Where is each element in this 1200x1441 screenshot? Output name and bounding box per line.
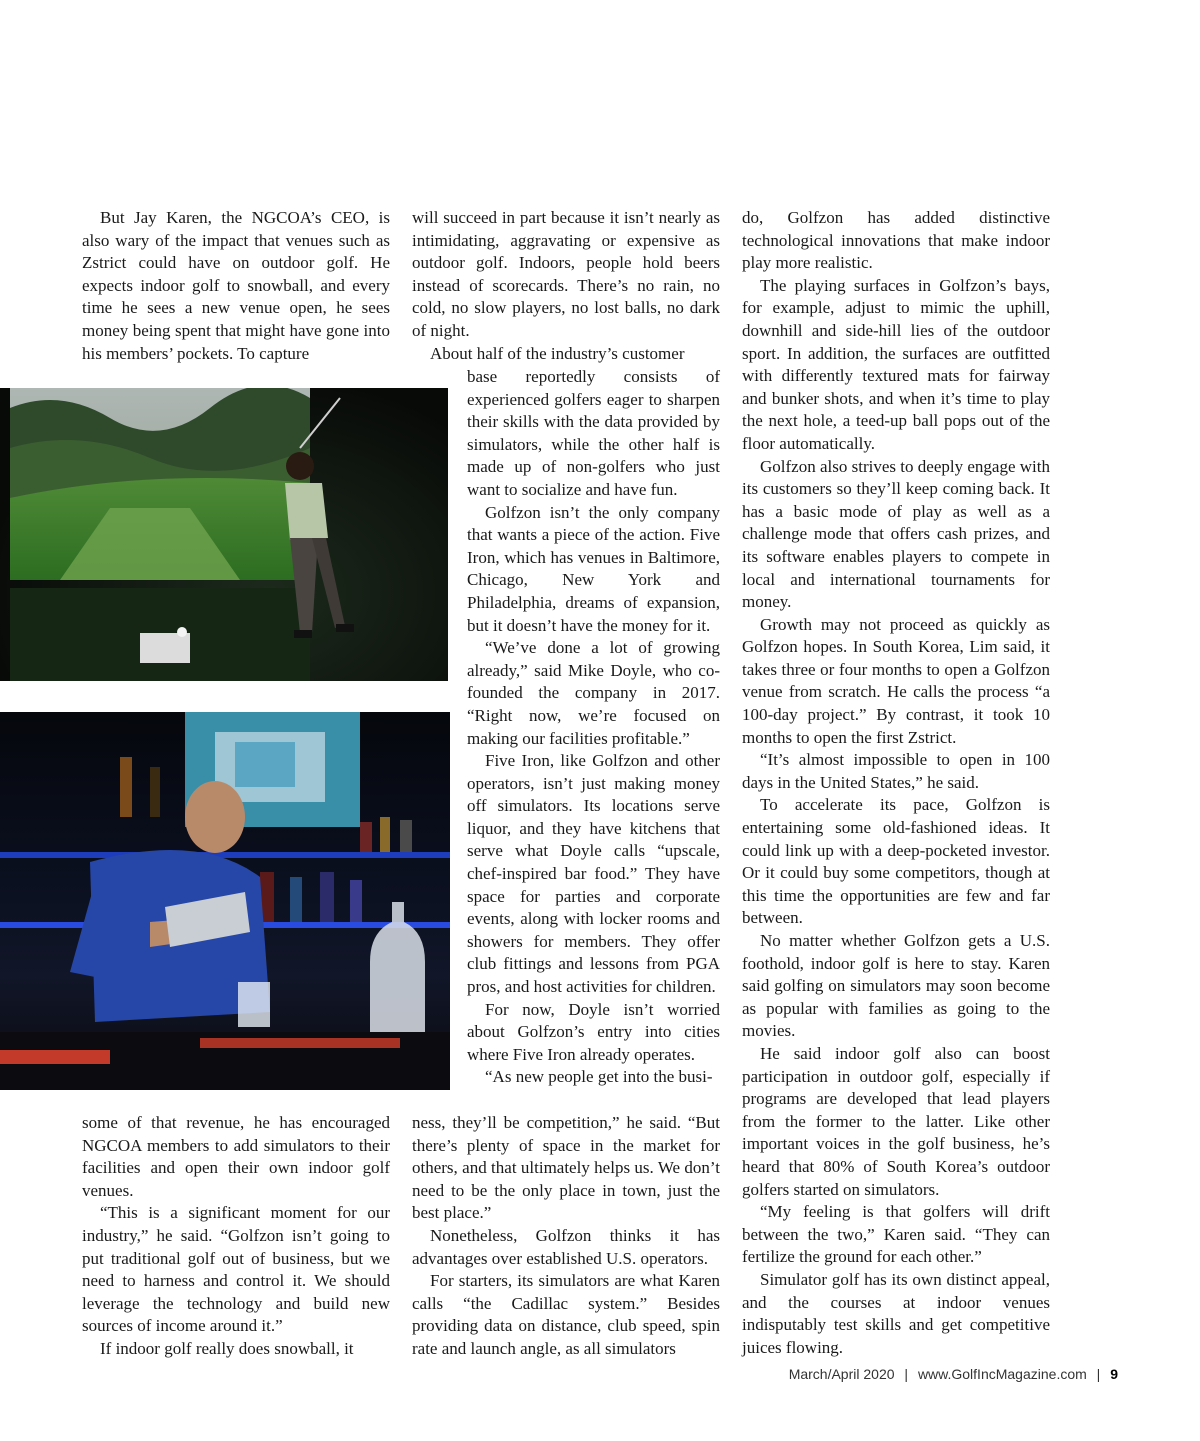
paragraph: some of that revenue, he has encouraged NGCOA members to add simulators to their facilities and open their own indoor golf venues. [82, 1113, 390, 1200]
paragraph: He said indoor golf also can boost participation in outdoor golf, especially if programs are developed that lead players from the former to the latter. Like other important voices in the golf business, he’s heard that 80% of South Korea’s outdoor golfers started on simulators. [742, 1043, 1050, 1199]
paragraph: For now, Doyle isn’t worried about Golfzon’s entry into cities where Five Iron already operates. [467, 999, 720, 1064]
bartender-illustration [0, 712, 450, 1090]
column-1-top [82, 207, 390, 365]
paragraph: Golfzon isn’t the only company that wants a piece of the action. Five Iron, which has venues in Baltimore, Chicago, New York and Philadelphia, dreams of expansion, but it doesn’t have the money for it. [467, 502, 720, 635]
paragraph: To accelerate its pace, Golfzon is entertaining some old-fashioned ideas. It could link up with a deep-pocketed investor. Or it could buy some competitors, though at this time the opportunities are few and far between. [742, 795, 1050, 928]
paragraph: “We’ve done a lot of growing already,” said Mike Doyle, who co-founded the company in 2017. “Right now, we’re focused on making our facilities profitable.” [467, 638, 720, 748]
website-link[interactable]: www.GolfIncMagazine.com [917, 1366, 1087, 1382]
paragraph: ness, they’ll be competition,” he said. “But there’s plenty of space in the market for others, and that ultimately helps us. We don’t need to be the only place in town, just the best place.” [412, 1113, 720, 1223]
bartender-photo [0, 712, 450, 1090]
page-number: 9 [1110, 1366, 1118, 1382]
paragraph: will succeed in part because it isn’t nearly as intimidating, aggravating or expensive as outdoor golf. Indoors, people hold beers instead of scorecards. There’s no rain, no cold, no slow players, no lost balls, no dark of night. [412, 208, 720, 340]
paragraph: About half of the industry’s customer [430, 343, 685, 363]
paragraph: “This is a significant moment for our industry,” he said. “Golfzon isn’t going to put traditional golf out of business, but we need to harness and control it. We should leverage the technology and build new sources of income around it.” [82, 1203, 390, 1336]
issue-date: March/April 2020 [788, 1366, 895, 1382]
column-1-bottom [82, 1112, 390, 1361]
golf-simulator-photo [0, 388, 448, 681]
footer-separator: | [904, 1366, 909, 1382]
column-2-bottom [412, 1112, 720, 1361]
paragraph: No matter whether Golfzon gets a U.S. foothold, indoor golf is here to stay. Karen said golfing on simulators may soon become as popular with families as going to the movies. [742, 931, 1050, 1041]
paragraph: The playing surfaces in Golfzon’s bays, for example, adjust to mimic the uphill, downhill and side-hill lies of the outdoor sport. In addition, the surfaces are outfitted with differently textured mats for fairway and bunker shots, and when it’s time to play the next hole, a teed-up ball pops out of the floor automatically. [742, 275, 1050, 453]
paragraph: base reportedly consists of experienced golfers eager to sharpen their skills with the data provided by simulators, while the other half is made up of non-golfers who just want to socialize and have fun. [467, 367, 720, 499]
page-footer [789, 1366, 1118, 1382]
paragraph: “It’s almost impossible to open in 100 days in the United States,” he said. [742, 750, 1050, 792]
column-2-top [412, 207, 720, 365]
golf-simulator-illustration [0, 388, 448, 681]
paragraph: “As new people get into the busi- [485, 1067, 713, 1087]
paragraph: Growth may not proceed as quickly as Golfzon hopes. In South Korea, Lim said, it takes three or four months to open a Golfzon venue from scratch. He calls the process “a 100-day project.” By contrast, it took 10 months to open the first Zstrict. [742, 614, 1050, 747]
paragraph: But Jay Karen, the NGCOA’s CEO, is also wary of the impact that venues such as Zstrict could have on outdoor golf. He expects indoor golf to snowball, and every time he sees a new venue open, he sees money being spent that might have gone into his members’ pockets. To capture [82, 208, 390, 363]
column-3 [742, 207, 1050, 1359]
paragraph: If indoor golf really does snowball, it [100, 1338, 354, 1358]
paragraph: Simulator golf has its own distinct appeal, and the courses at indoor venues indisputably test skills and get competitive juices flowing. [742, 1269, 1050, 1357]
paragraph: Nonetheless, Golfzon thinks it has advantages over established U.S. operators. [412, 1225, 720, 1268]
paragraph: do, Golfzon has added distinctive technological innovations that make indoor play more realistic. [742, 208, 1050, 273]
paragraph: “My feeling is that golfers will drift between the two,” Karen said. “They can fertilize the ground for each other.” [742, 1202, 1050, 1267]
column-2-middle [467, 366, 720, 1089]
paragraph: Five Iron, like Golfzon and other operators, isn’t just making money off simulators. Its locations serve liquor, and they have kitchens that serve what Doyle calls “upscale, chef-inspired bar food.” They have space for parties and corporate events, along with locker rooms and showers for members. They offer club fittings and lessons from PGA pros, and host activities for children. [467, 751, 720, 997]
footer-separator: | [1096, 1366, 1101, 1382]
paragraph: Golfzon also strives to deeply engage with its customers so they’ll keep coming back. It has a basic mode of play as well as a challenge mode that offers cash prizes, and its software enables players to compete in local and international tournaments for money. [742, 456, 1050, 612]
paragraph: For starters, its simulators are what Karen calls “the Cadillac system.” Besides providing data on distance, club speed, spin rate and launch angle, as all simulators [412, 1271, 720, 1358]
